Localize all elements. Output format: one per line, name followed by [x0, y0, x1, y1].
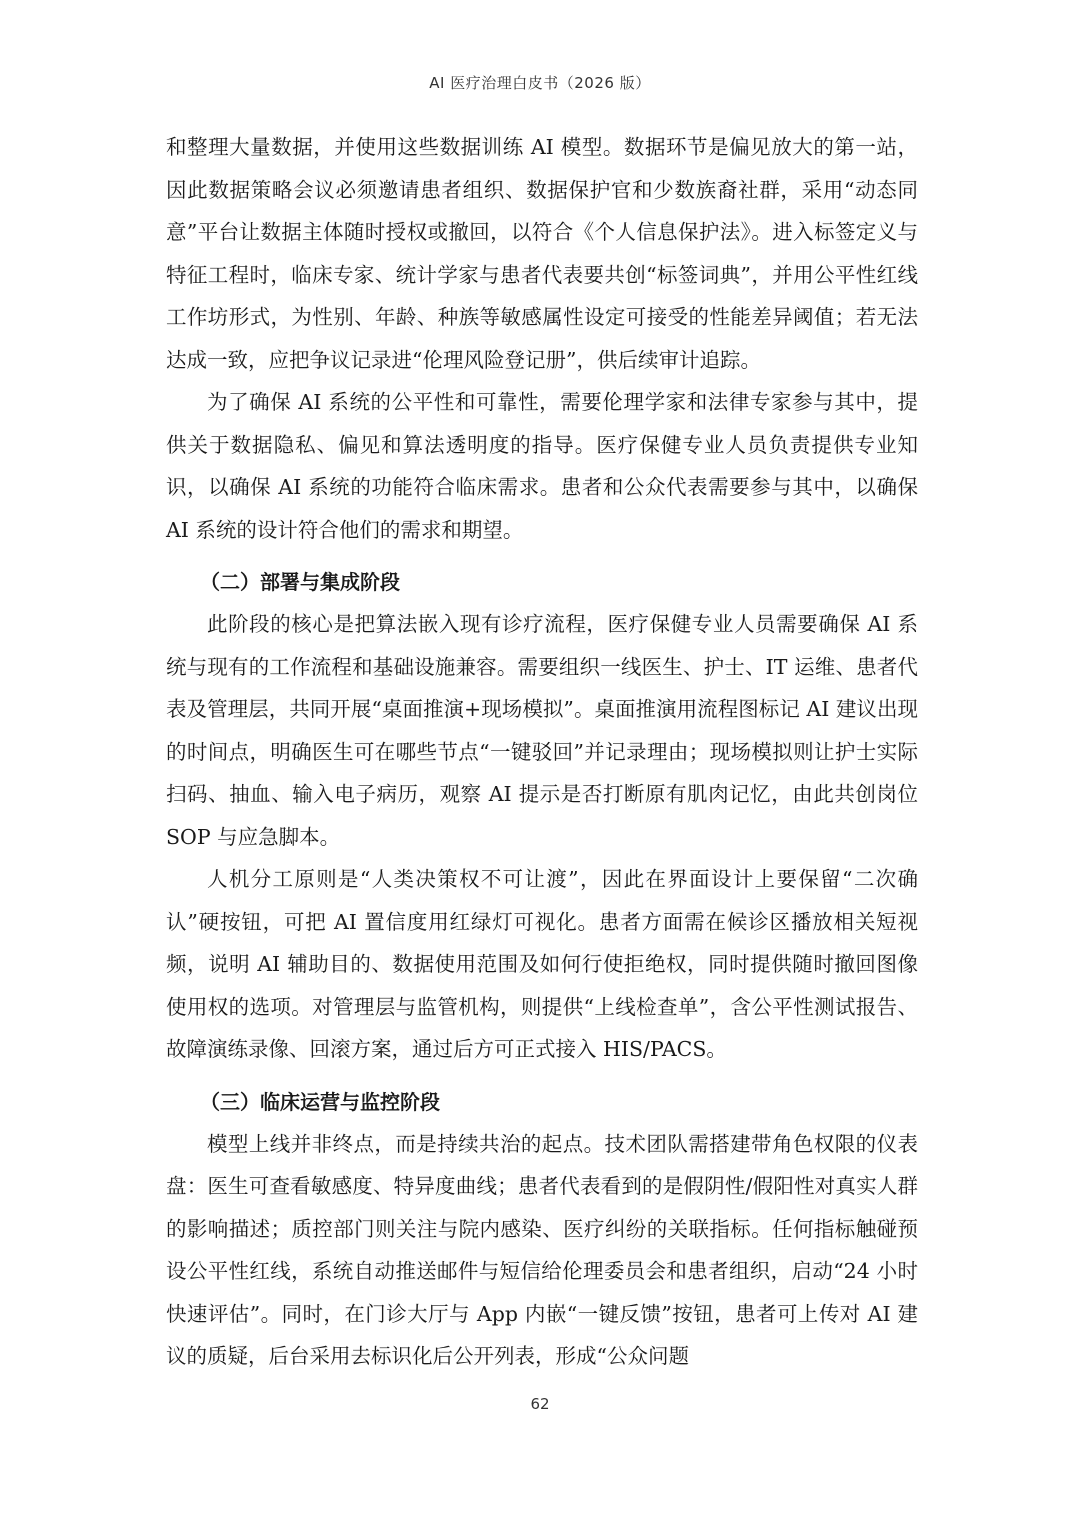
running-header: AI 医疗治理白皮书（2026 版）: [429, 74, 651, 92]
page-number: 62: [530, 1395, 550, 1413]
page-body: [166, 126, 918, 1378]
section-heading-deployment: （二）部署与集成阶段: [200, 570, 400, 594]
paragraph: 为了确保 AI 系统的公平性和可靠性，需要伦理学家和法律专家参与其中，提供关于数据隐私、偏见和算法透明度的指导。医疗保健专业人员负责提供专业知识，以确保 AI 系统的功能符合临床需求。患者和公众代表需要参与其中，以确保 AI 系统的设计符合他们的需求和期望。: [166, 390, 918, 542]
paragraph: 人机分工原则是“人类决策权不可让渡”，因此在界面设计上要保留“二次确认”硬按钮，可把 AI 置信度用红绿灯可视化。患者方面需在候诊区播放相关短视频，说明 AI 辅助目的、数据使用范围及如何行使拒绝权，同时提供随时撤回图像使用权的选项。对管理层与监管机构，则提供“上线检查单”，含公平性测试报告、故障演练录像、回滚方案，通过后方可正式接入 HIS/PACS。: [166, 867, 918, 1061]
paragraph-continued: 和整理大量数据，并使用这些数据训练 AI 模型。数据环节是偏见放大的第一站，因此数据策略会议必须邀请患者组织、数据保护官和少数族裔社群，采用“动态同意”平台让数据主体随时授权或撤回，以符合《个人信息保护法》。进入标签定义与特征工程时，临床专家、统计学家与患者代表要共创“标签词典”，并用公平性红线工作坊形式，为性别、年龄、种族等敏感属性设定可接受的性能差异阈值；若无法达成一致，应把争议记录进“伦理风险登记册”，供后续审计追踪。: [166, 135, 918, 372]
paragraph: 此阶段的核心是把算法嵌入现有诊疗流程，医疗保健专业人员需要确保 AI 系统与现有的工作流程和基础设施兼容。需要组织一线医生、护士、IT 运维、患者代表及管理层，共同开展“桌面推演+现场模拟”。桌面推演用流程图标记 AI 建议出现的时间点，明确医生可在哪些节点“一键驳回”并记录理由；现场模拟则让护士实际扫码、抽血、输入电子病历，观察 AI 提示是否打断原有肌肉记忆，由此共创岗位 SOP 与应急脚本。: [166, 612, 918, 849]
section-heading-operations: （三）临床运营与监控阶段: [200, 1089, 440, 1114]
paragraph: 模型上线并非终点，而是持续共治的起点。技术团队需搭建带角色权限的仪表盘：医生可查看敏感度、特异度曲线；患者代表看到的是假阴性/假阳性对真实人群的影响描述；质控部门则关注与院内感染、医疗纠纷的关联指标。任何指标触碰预设公平性红线，系统自动推送邮件与短信给伦理委员会和患者组织，启动“24 小时快速评估”。同时，在门诊大厅与 App 内嵌“一键反馈”按钮，患者可上传对 AI 建议的质疑，后台采用去标识化后公开列表，形成“公众问题: [166, 1131, 918, 1368]
